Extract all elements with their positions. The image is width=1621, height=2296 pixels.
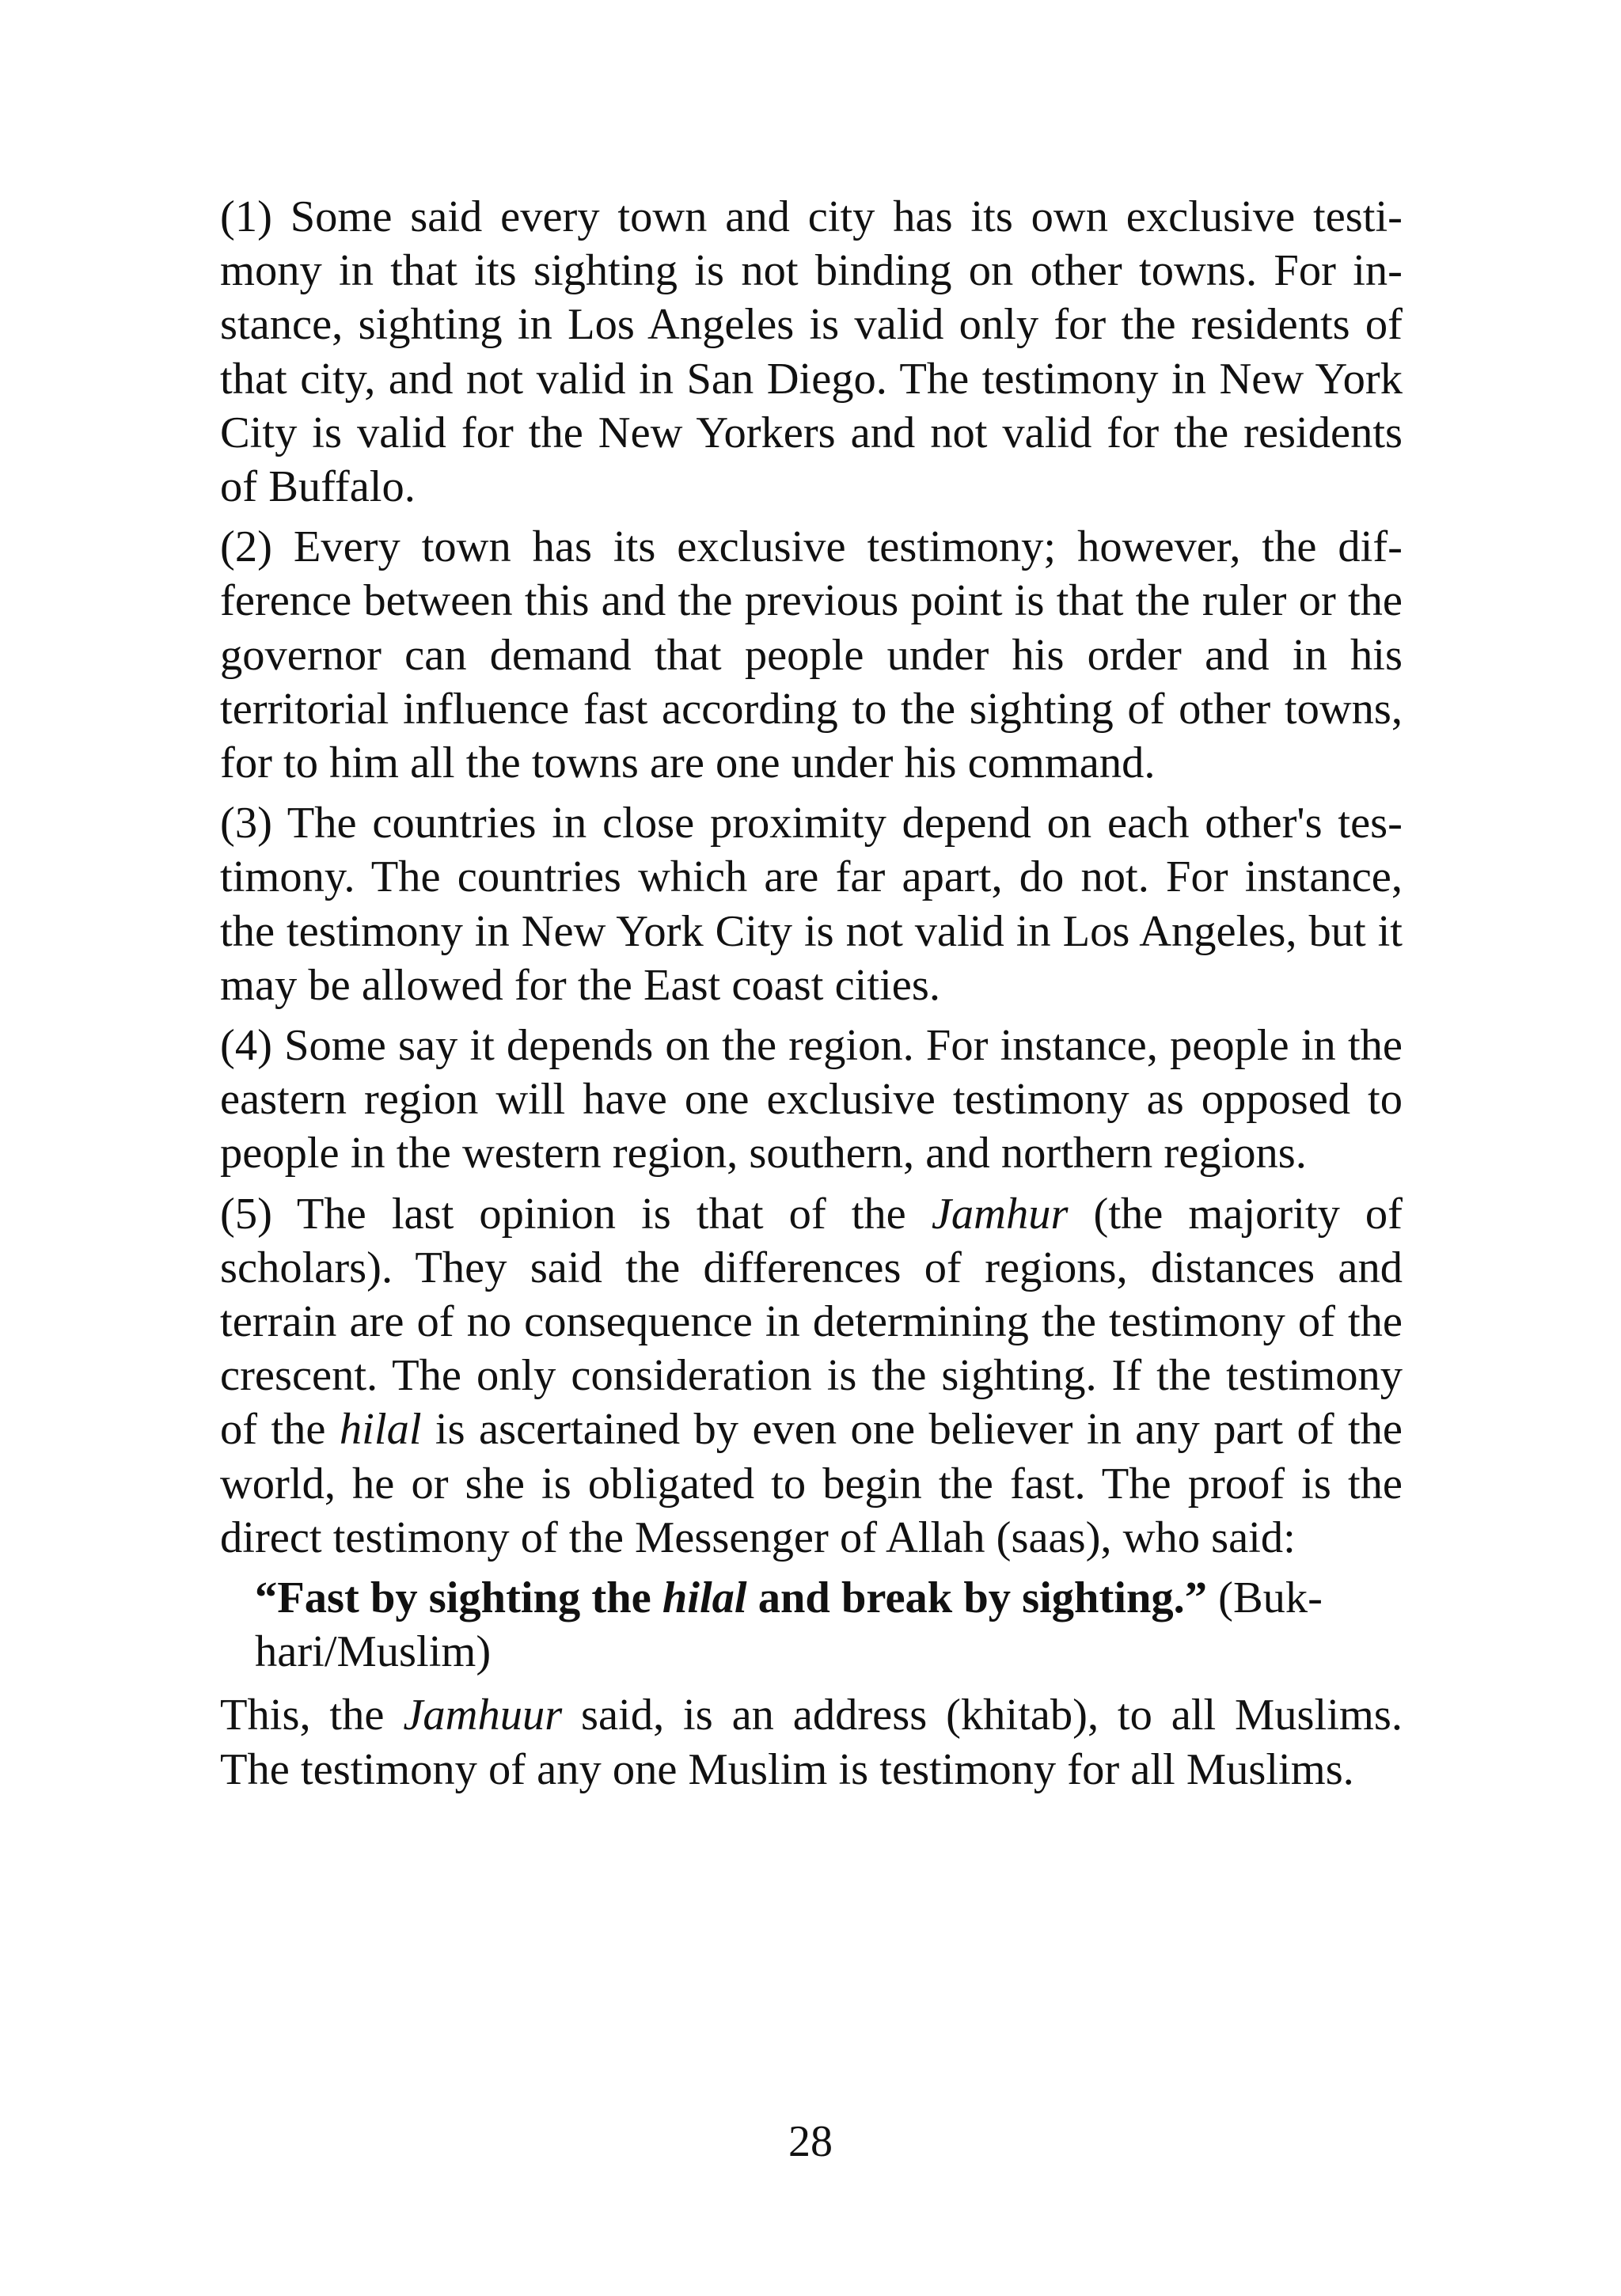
hadith-quote (220, 1571, 1403, 1679)
opinion-paragraph-1 (220, 190, 1403, 514)
quote-bold-before: “Fast by sighting the (255, 1573, 662, 1623)
opinion-paragraph-4 (220, 1019, 1403, 1181)
paragraph-text: (3) The countries in close proximity depend on each other's testimony. The countries which are far apart, do not. For instance, the testimony in New York City is not valid in Los Angeles, but it may be allowed for the East coast cities. (220, 799, 1403, 1010)
paragraph-text: (the majority of scholars). They said the differences of regions, distances and terrain are of no consequence in determining the testimony of the crescent. The only consideration is the sighting. If the testimony of the (220, 1189, 1403, 1455)
page-number: 28 (788, 2117, 833, 2166)
quote-source: (Bukhari/Muslim) (255, 1573, 1323, 1677)
quote-bold-italic: hilal (662, 1573, 747, 1623)
paragraph-text: (1) Some said every town and city has its own exclusive testimony in that its sighting is not binding on other towns. For instance, sighting in Los Angeles is valid only for the residents of that city, and not valid in San Diego. The testimony in New York City is valid for the New Yorkers and not valid for the residents of Buffalo. (220, 192, 1403, 512)
paragraph-text: (4) Some say it depends on the region. For instance, people in the eastern region will have one exclusive testimony as opposed to people in the western region, southern, and northern regions. (220, 1021, 1403, 1178)
opinion-paragraph-2 (220, 520, 1403, 790)
closing-before: This, the (220, 1691, 404, 1740)
paragraph-text: (2) Every town has its exclusive testimony; however, the difference between this and the previous point is that the ruler or the governor can demand that people under his order and in his territorial influence fast according to the sighting of other towns, for to him all the towns are one under his command. (220, 522, 1403, 788)
paragraph-text: (5) The last opinion is that of the (220, 1189, 932, 1239)
quote-bold-after: and break by sighting.” (746, 1573, 1208, 1623)
italic-term: Jamhur (931, 1189, 1069, 1239)
paragraph-text: is ascertained by even one believer in any part of the world, he or she is obligated to begin the fast. The proof is the direct testimony of the Messenger of Allah (saas), who said: (220, 1405, 1403, 1562)
italic-term: hilal (339, 1405, 422, 1455)
closing-paragraph (220, 1688, 1403, 1796)
opinion-paragraph-5 (220, 1187, 1403, 1565)
opinion-paragraph-3 (220, 796, 1403, 1012)
paragraphs (220, 190, 1403, 1565)
page-body (220, 190, 1403, 1803)
closing-after: said, is an address (khitab), to all Muslims. The testimony of any one Muslim is testimony for all Muslims. (220, 1691, 1403, 1794)
closing-italic: Jamhuur (403, 1691, 563, 1740)
